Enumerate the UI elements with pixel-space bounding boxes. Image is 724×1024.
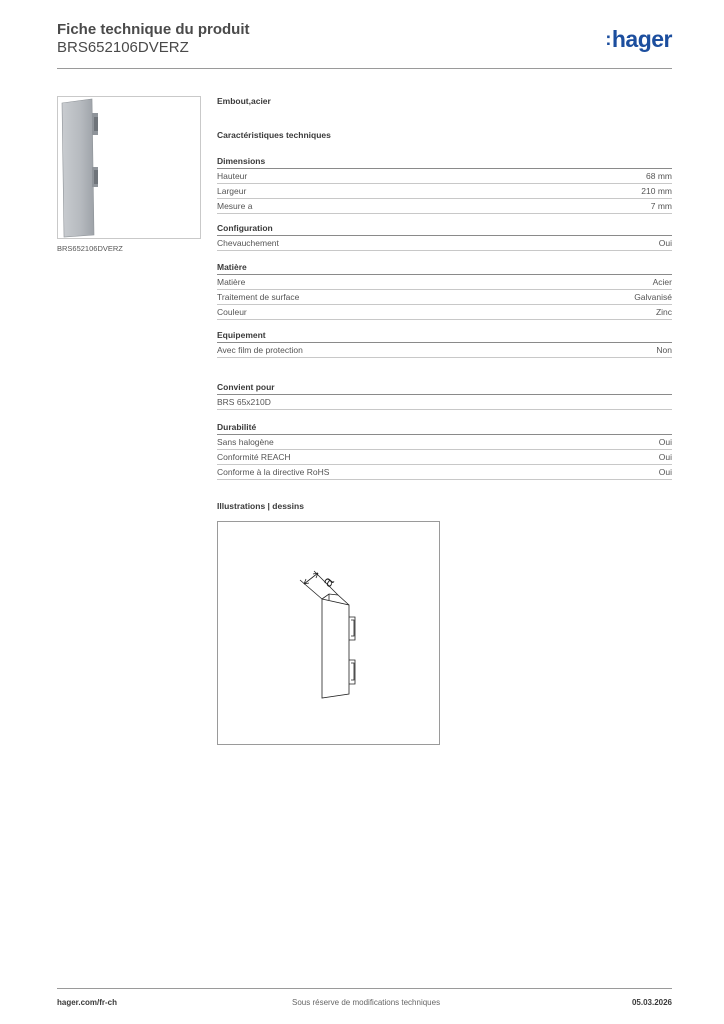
product-reference: BRS652106DVERZ xyxy=(57,39,189,56)
end-cap-photo-image xyxy=(58,97,200,238)
spec-row xyxy=(217,275,672,290)
section-title: Configuration xyxy=(217,222,672,236)
section-title: Durabilité xyxy=(217,421,672,435)
section-title: Convient pour xyxy=(217,381,672,395)
spec-row xyxy=(217,184,672,199)
technical-drawing xyxy=(217,521,440,745)
footer-divider xyxy=(57,988,672,989)
page-title: Fiche technique du produit xyxy=(57,21,250,38)
spec-value: Galvanisé xyxy=(634,292,672,302)
spec-value: Oui xyxy=(658,238,672,248)
spec-label: Conforme à la directive RoHS xyxy=(217,467,330,477)
section-durabilite xyxy=(217,421,672,480)
illustrations-heading: Illustrations | dessins xyxy=(217,501,304,511)
section-dimensions xyxy=(217,155,672,214)
spec-value: Acier xyxy=(652,277,672,287)
spec-value: 7 mm xyxy=(650,201,672,211)
spec-row xyxy=(217,435,672,450)
spec-label: Avec film de protection xyxy=(217,345,303,355)
footer-date: 05.03.2026 xyxy=(631,998,672,1007)
spec-row xyxy=(217,290,672,305)
spec-value: Oui xyxy=(658,452,672,462)
end-cap-drawing-image xyxy=(218,522,439,744)
spec-label: Couleur xyxy=(217,307,247,317)
spec-row xyxy=(217,305,672,320)
spec-label: Chevauchement xyxy=(217,238,279,248)
technical-characteristics-heading: Caractéristiques techniques xyxy=(217,130,331,140)
section-title: Dimensions xyxy=(217,155,672,169)
section-title: Matière xyxy=(217,261,672,275)
spec-row xyxy=(217,465,672,480)
spec-value: Oui xyxy=(658,467,672,477)
page-header xyxy=(57,21,672,71)
spec-label: Sans halogène xyxy=(217,437,274,447)
section-equipement xyxy=(217,329,672,358)
photo-caption: BRS652106DVERZ xyxy=(57,244,123,253)
spec-value: 68 mm xyxy=(646,171,672,181)
section-title: Equipement xyxy=(217,329,672,343)
spec-row xyxy=(217,450,672,465)
section-convient-pour xyxy=(217,381,672,410)
spec-label: Conformité REACH xyxy=(217,452,291,462)
product-photo xyxy=(57,96,201,239)
spec-value: Zinc xyxy=(655,307,672,317)
section-configuration xyxy=(217,222,672,251)
section-matiere xyxy=(217,261,672,320)
spec-value: Non xyxy=(656,345,672,355)
spec-row xyxy=(217,169,672,184)
footer-notice: Sous réserve de modifications techniques xyxy=(292,998,441,1007)
spec-label: Hauteur xyxy=(217,171,248,181)
hager-logo xyxy=(605,27,672,51)
spec-row xyxy=(217,199,672,214)
spec-label: Largeur xyxy=(217,186,247,196)
product-name: Embout,acier xyxy=(217,96,271,106)
header-divider xyxy=(57,68,672,69)
spec-value: 210 mm xyxy=(641,186,672,196)
spec-label: Matière xyxy=(217,277,246,287)
spec-row xyxy=(217,236,672,251)
logo-text: hager xyxy=(611,26,672,52)
spec-value: Oui xyxy=(658,437,672,447)
dimension-a-label: a xyxy=(319,573,338,591)
spec-label: Mesure a xyxy=(217,201,253,211)
compatible-product: BRS 65x210D xyxy=(217,397,271,407)
spec-label: Traitement de surface xyxy=(217,292,300,302)
logo-colon-mark: : xyxy=(605,29,611,49)
footer-website-link[interactable]: hager.com/fr-ch xyxy=(57,998,118,1007)
spec-row xyxy=(217,395,672,410)
spec-row xyxy=(217,343,672,358)
